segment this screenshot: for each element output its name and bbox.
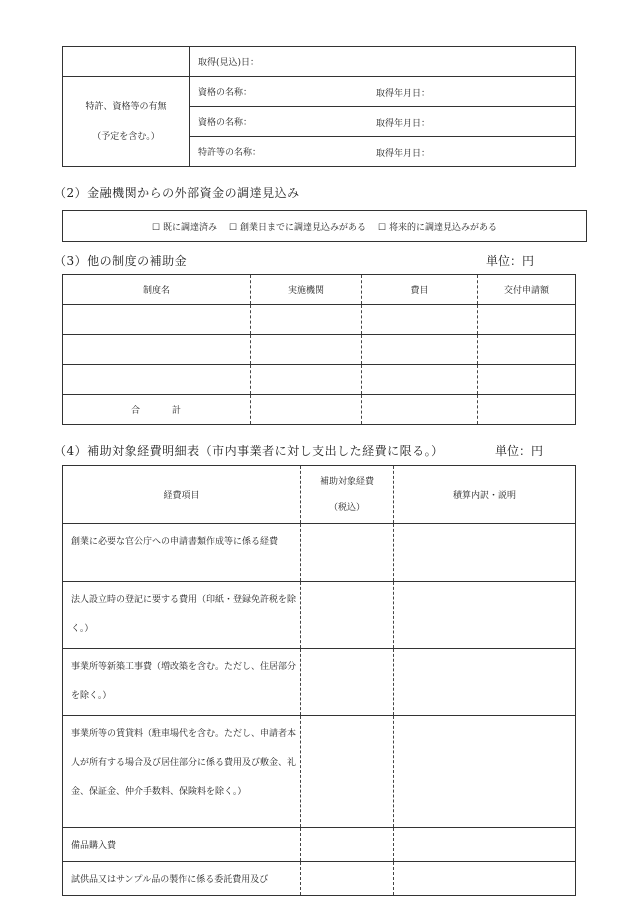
expense-item-label: 備品購入費 [63, 828, 301, 862]
input-cell[interactable] [63, 305, 251, 335]
input-cell[interactable] [63, 365, 251, 395]
input-cell[interactable] [251, 365, 362, 395]
expense-item-label: 事業所等の賃貸料（駐車場代を含む。ただし、申請者本人が所有する場合及び居住部分に係る費用及び敷金、礼金、保証金、仲介手数料、保険料を除く。） [63, 716, 301, 828]
expense-item-label: 創業に必要な官公庁への申請書類作成等に係る経費 [63, 524, 301, 582]
table-row [63, 524, 576, 582]
table-row [63, 335, 576, 365]
input-cell[interactable] [251, 305, 362, 335]
total-row [63, 395, 576, 425]
option-already-funded[interactable]: ☐ 既に調達済み [152, 222, 218, 233]
input-cell[interactable] [478, 365, 576, 395]
section2-title: （2）金融機関からの外部資金の調達見込み [54, 186, 300, 200]
other-subsidy-table [62, 274, 576, 425]
acquired-date-label: 取得年月日： [376, 149, 431, 159]
section4-title: （4）補助対象経費明細表（市内事業者に対し支出した経費に限る。） [54, 444, 444, 458]
table-row [63, 862, 576, 896]
table-row [63, 582, 576, 649]
empty-label-cell [63, 47, 190, 77]
header-grant-amount: 交付申請額 [478, 275, 576, 305]
qualification-row [190, 107, 576, 137]
header-breakdown: 積算内訳・説明 [394, 466, 576, 524]
input-cell[interactable] [362, 365, 478, 395]
expense-item-label: 試供品又はサンプル品の製作に係る委託費用及び [63, 862, 301, 896]
table-row [63, 716, 576, 828]
acquired-date-label: 取得年月日： [376, 89, 431, 99]
table-row [63, 649, 576, 716]
patent-name-label: 特許等の名称： [198, 148, 262, 158]
input-cell[interactable] [251, 335, 362, 365]
detail-cell[interactable] [394, 828, 576, 862]
input-cell[interactable] [478, 335, 576, 365]
input-cell[interactable] [63, 335, 251, 365]
input-cell[interactable] [251, 395, 362, 425]
total-label: 合計 [63, 395, 251, 425]
amount-cell[interactable] [301, 649, 394, 716]
input-cell[interactable] [362, 395, 478, 425]
expense-detail-table [62, 465, 576, 896]
amount-cell[interactable] [301, 582, 394, 649]
acquisition-date-label: 取得(見込)日： [198, 58, 260, 68]
header-implementing-agency: 実施機関 [251, 275, 362, 305]
section3-title: （3）他の制度の補助金 [54, 254, 188, 268]
checkbox-icon[interactable]: ☐ [229, 222, 238, 233]
detail-cell[interactable] [394, 524, 576, 582]
qualification-name-label: 資格の名称： [198, 88, 253, 98]
qualification-name-label: 資格の名称： [198, 118, 253, 128]
header-expense-item: 経費項目 [63, 466, 301, 524]
funding-options-box [62, 210, 587, 242]
expense-item-label: 事業所等新築工事費（増改築を含む。ただし、住居部分を除く。） [63, 649, 301, 716]
table-row [63, 305, 576, 335]
option-future-funding[interactable]: ☐ 将来的に調達見込みがある [377, 222, 497, 233]
amount-cell[interactable] [301, 716, 394, 828]
checkbox-icon[interactable]: ☐ [152, 222, 161, 233]
header-expense-item: 費目 [362, 275, 478, 305]
input-cell[interactable] [478, 395, 576, 425]
detail-cell[interactable] [394, 716, 576, 828]
table-row [63, 828, 576, 862]
section4-unit: 単位：円 [495, 444, 544, 458]
input-cell[interactable] [478, 305, 576, 335]
amount-cell[interactable] [301, 862, 394, 896]
table-row [63, 365, 576, 395]
input-cell[interactable] [362, 335, 478, 365]
section3-unit: 単位：円 [486, 254, 535, 268]
detail-cell[interactable] [394, 862, 576, 896]
detail-cell[interactable] [394, 582, 576, 649]
expense-item-label: 法人設立時の登記に要する費用（印紙・登録免許税を除く。） [63, 582, 301, 649]
checkbox-icon[interactable]: ☐ [377, 222, 387, 233]
acquisition-date-cell [190, 47, 576, 77]
acquired-date-label: 取得年月日： [376, 119, 431, 129]
header-system-name: 制度名 [63, 275, 251, 305]
header-eligible-expense: 補助対象経費 （税込） [301, 466, 394, 524]
option-funding-before-start[interactable]: ☐ 創業日までに調達見込みがある [229, 222, 366, 233]
amount-cell[interactable] [301, 828, 394, 862]
input-cell[interactable] [362, 305, 478, 335]
patent-row [190, 137, 576, 167]
qualification-table [62, 46, 576, 167]
amount-cell[interactable] [301, 524, 394, 582]
qualification-row [190, 77, 576, 107]
detail-cell[interactable] [394, 649, 576, 716]
patent-qualification-label: 特許、資格等の有無 （予定を含む。） [63, 77, 190, 167]
